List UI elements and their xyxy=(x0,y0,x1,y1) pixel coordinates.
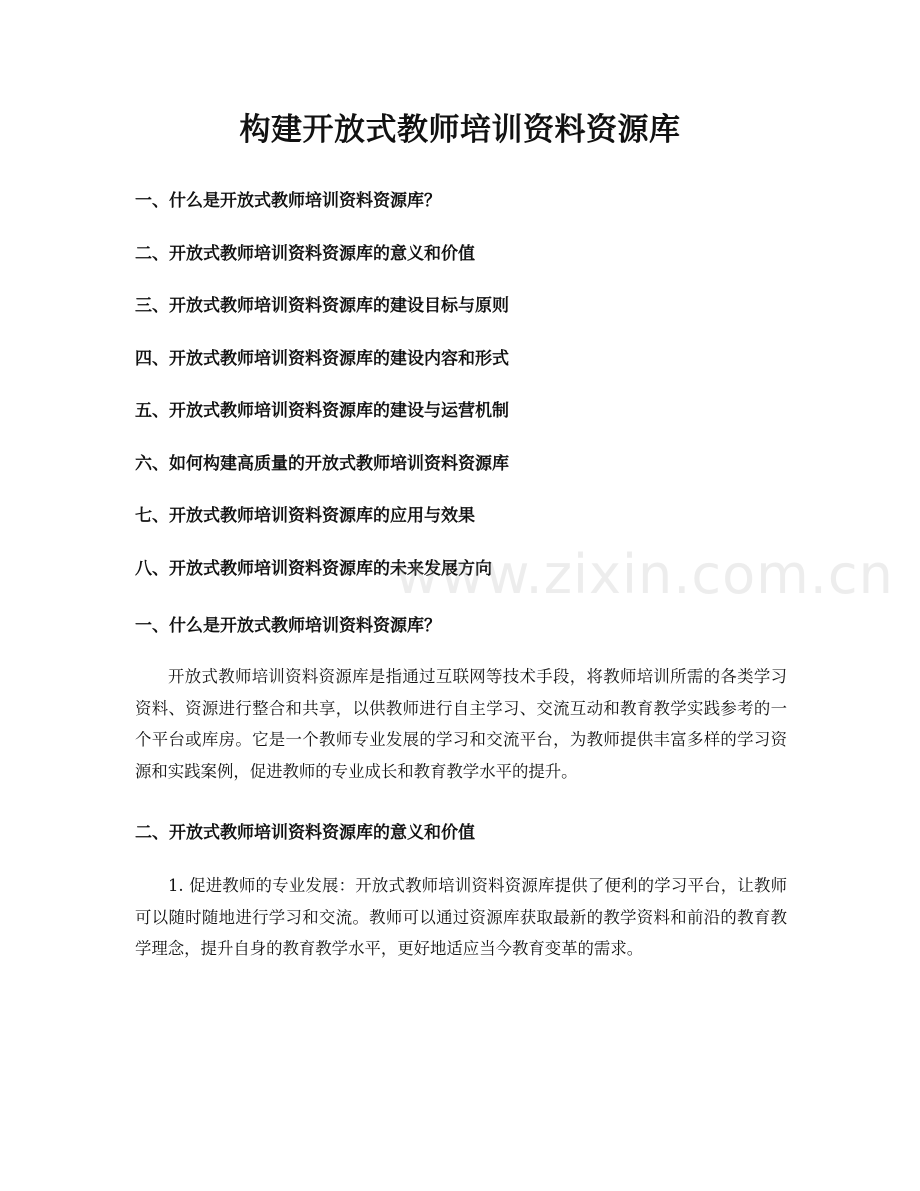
toc-item-3: 三、开放式教师培训资料资源库的建设目标与原则 xyxy=(135,296,509,316)
section-2-heading: 二、开放式教师培训资料资源库的意义和价值 xyxy=(135,823,475,843)
section-1-heading: 一、什么是开放式教师培训资料资源库？ xyxy=(135,616,441,636)
watermark: www.zixin.com.cn xyxy=(395,543,894,606)
toc-item-2: 二、开放式教师培训资料资源库的意义和价值 xyxy=(135,243,475,264)
document-title: 构建开放式教师培训资料资源库 xyxy=(239,112,681,148)
section-2-paragraph: 1. 促进教师的专业发展：开放式教师培训资料资源库提供了便利的学习平台，让教师可以随时随地进行学习和交流。教师可以通过资源库获取最新的教学资料和前沿的教育教学理念，提升自身的教育教学水平，更好地适应当今教育变革的需求。 xyxy=(135,876,787,958)
table-of-contents xyxy=(135,186,795,606)
toc-item-8: 八、开放式教师培训资料资源库的未来发展方向 xyxy=(135,558,492,579)
toc-item-4: 四、开放式教师培训资料资源库的建设内容和形式 xyxy=(135,348,509,369)
toc-item-1: 一、什么是开放式教师培训资料资源库？ xyxy=(135,191,441,211)
section-1-paragraph: 开放式教师培训资料资源库是指通过互联网等技术手段，将教师培训所需的各类学习资料、资源进行整合和共享，以供教师进行自主学习、交流互动和教育教学实践参考的一个平台或库房。它是一个教师专业发展的学习和交流平台，为教师提供丰富多样的学习资源和实践案例，促进教师的专业成长和教育教学水平的提升。 xyxy=(135,667,787,781)
toc-item-5: 五、开放式教师培训资料资源库的建设与运营机制 xyxy=(135,401,509,421)
toc-item-7: 七、开放式教师培训资料资源库的应用与效果 xyxy=(135,506,475,526)
toc-item-6: 六、如何构建高质量的开放式教师培训资料资源库 xyxy=(135,453,509,474)
